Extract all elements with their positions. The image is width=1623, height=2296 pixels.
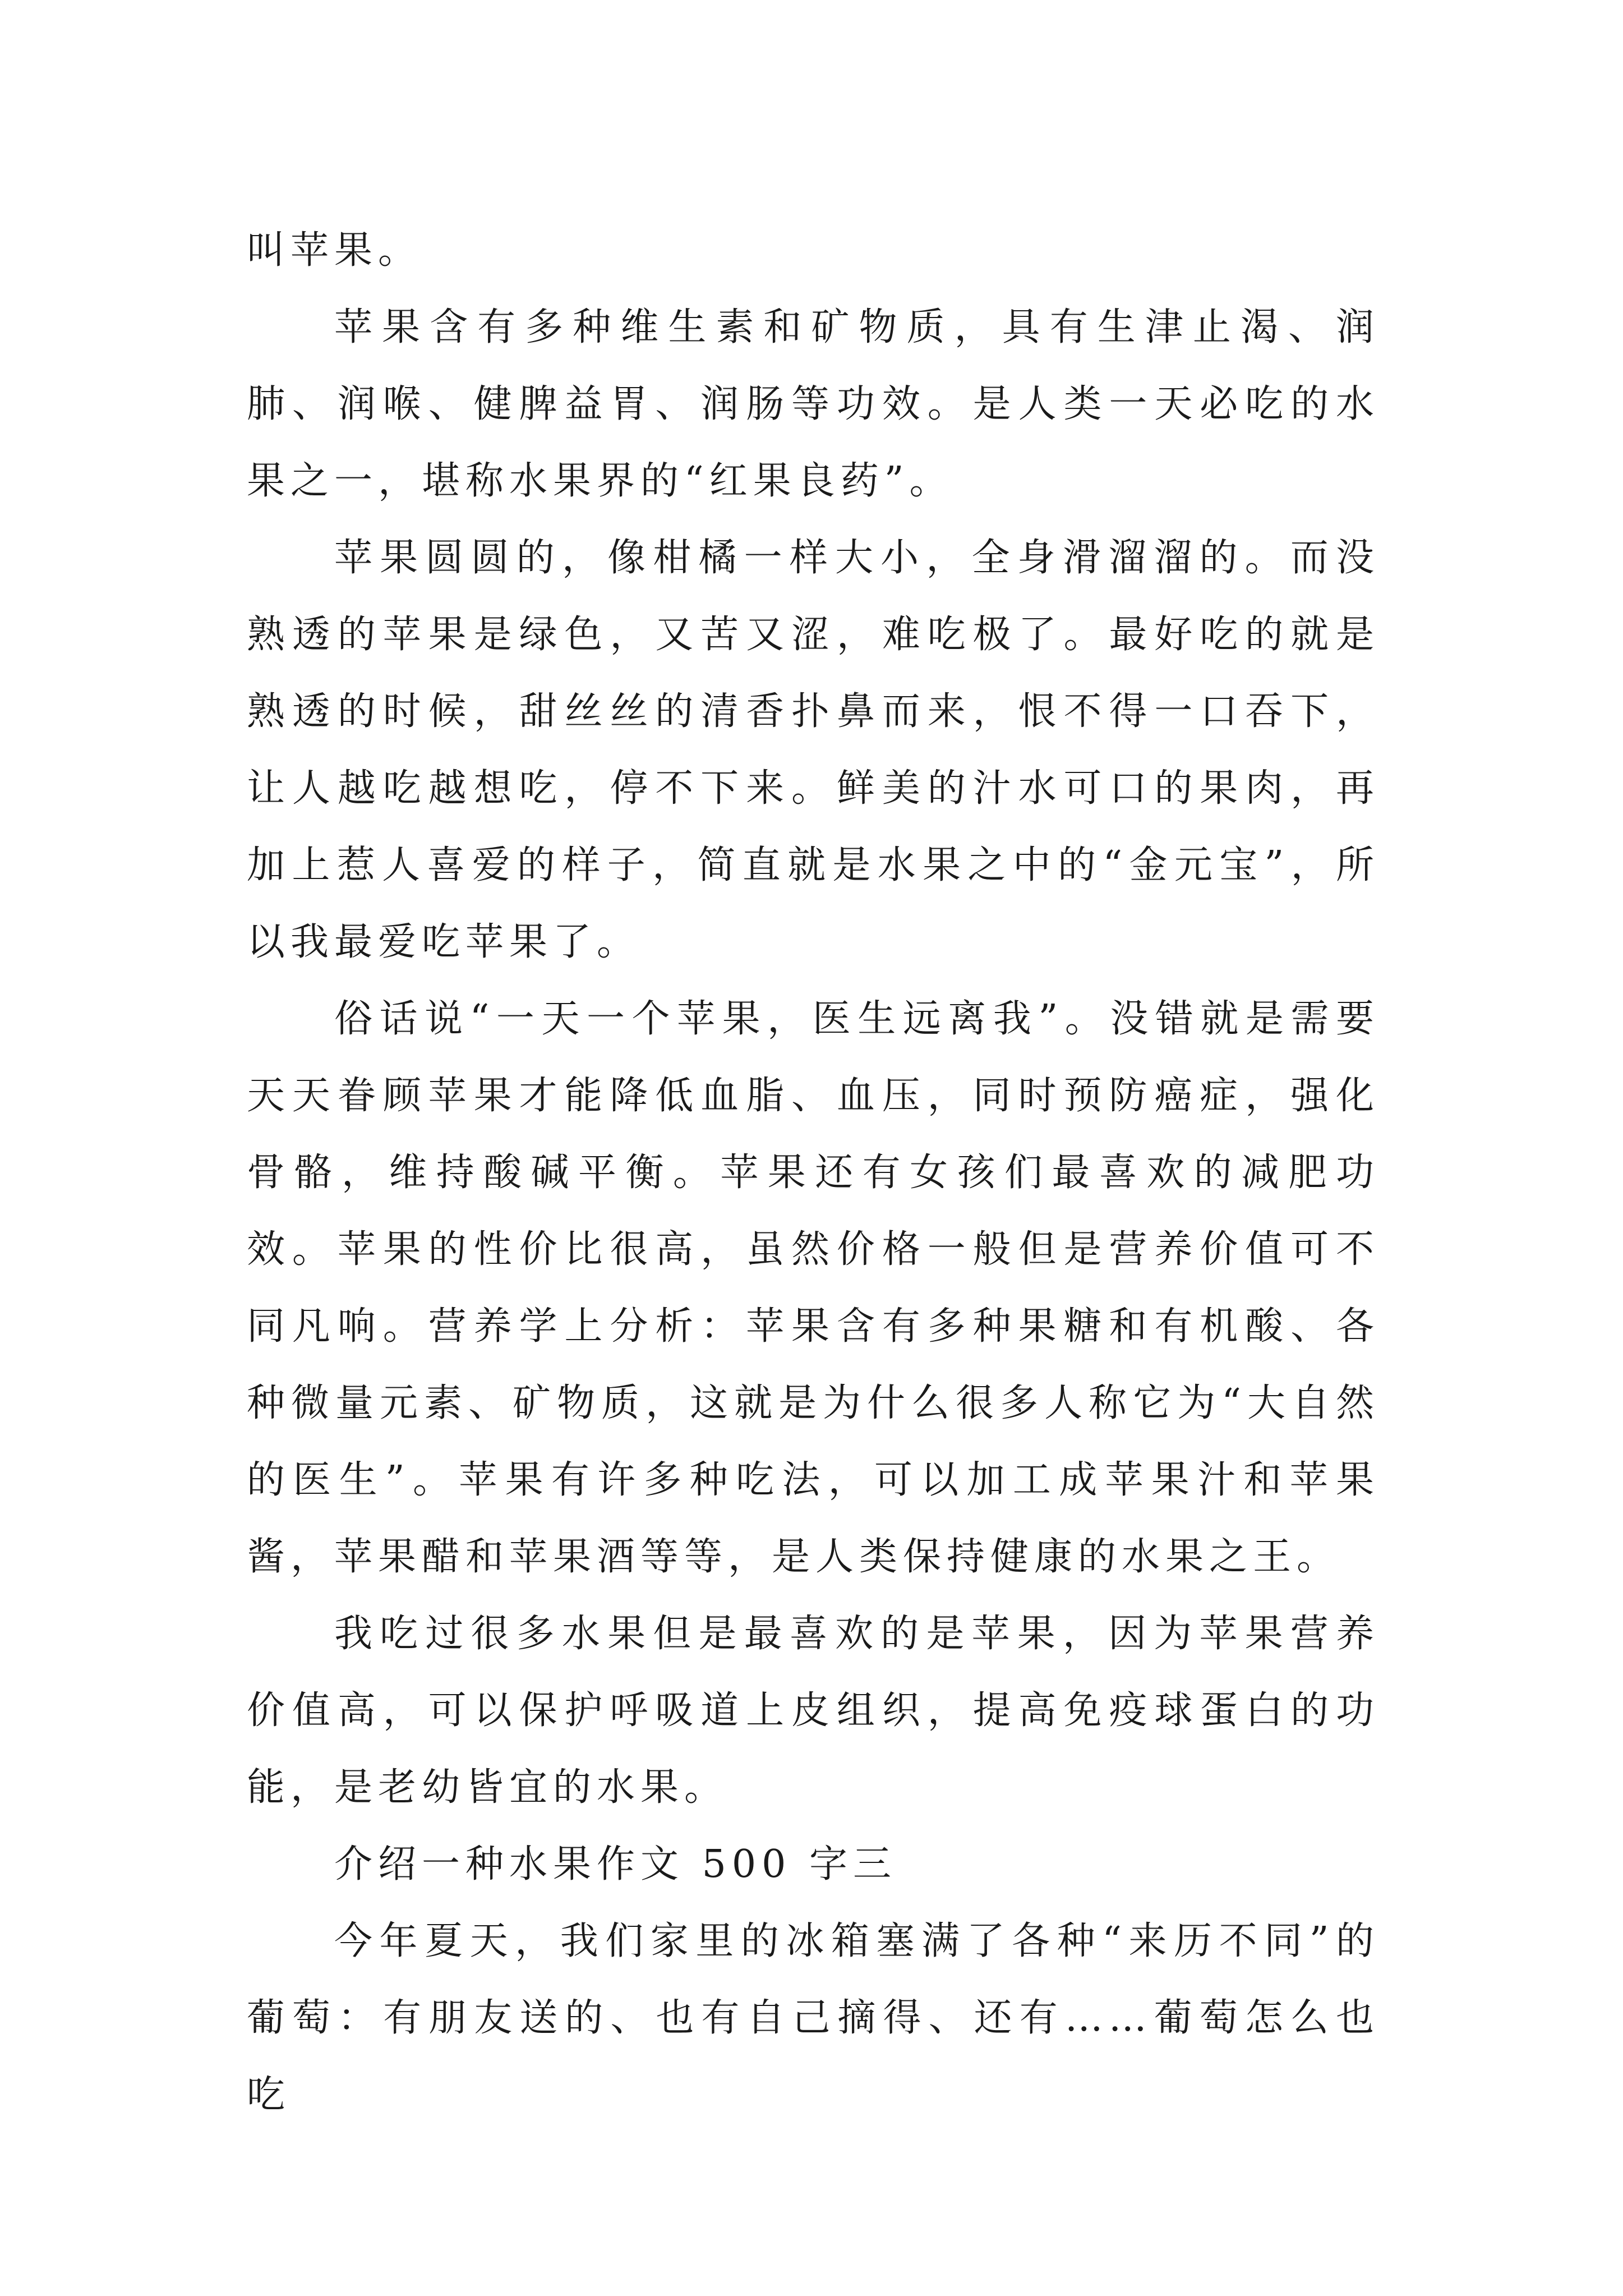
paragraph-5: 我吃过很多水果但是最喜欢的是苹果，因为苹果营养价值高，可以保护呼吸道上皮组织，提高免疫球蛋白的功能，是老幼皆宜的水果。 [247,1612,1380,1810]
section-heading: 介绍一种水果作文 500 字三 [334,1842,897,1887]
paragraph-3: 苹果圆圆的，像柑橘一样大小，全身滑溜溜的。而没熟透的苹果是绿色，又苦又涩，难吃极了。最好吃的就是熟透的时候，甜丝丝的清香扑鼻而来，恨不得一口吞下，让人越吃越想吃，停不下来。鲜美的汁水可口的果肉，再加上惹人喜爱的样子，简直就是水果之中的“金元宝”，所以我最爱吃苹果了。 [247,536,1380,964]
document-body [247,212,1380,2133]
paragraph-1: 叫苹果。 [247,228,422,273]
paragraph-6: 今年夏天，我们家里的冰箱塞满了各种“来历不同”的葡萄：有朋友送的、也有自己摘得、还有……葡萄怎么也吃 [247,1919,1380,2117]
paragraph-4: 俗话说“一天一个苹果，医生远离我”。没错就是需要天天眷顾苹果才能降低血脂、血压，同时预防癌症，强化骨骼，维持酸碱平衡。苹果还有女孩们最喜欢的减肥功效。苹果的性价比很高，虽然价格一般但是营养价值可不同凡响。营养学上分析：苹果含有多种果糖和有机酸、各种微量元素、矿物质，这就是为什么很多人称它为“大自然的医生”。苹果有许多种吃法，可以加工成苹果汁和苹果酱，苹果醋和苹果酒等等，是人类保持健康的水果之王。 [247,997,1380,1579]
paragraph-2: 苹果含有多种维生素和矿物质，具有生津止渴、润肺、润喉、健脾益胃、润肠等功效。是人类一天必吃的水果之一，堪称水果界的“红果良药”。 [247,305,1380,503]
